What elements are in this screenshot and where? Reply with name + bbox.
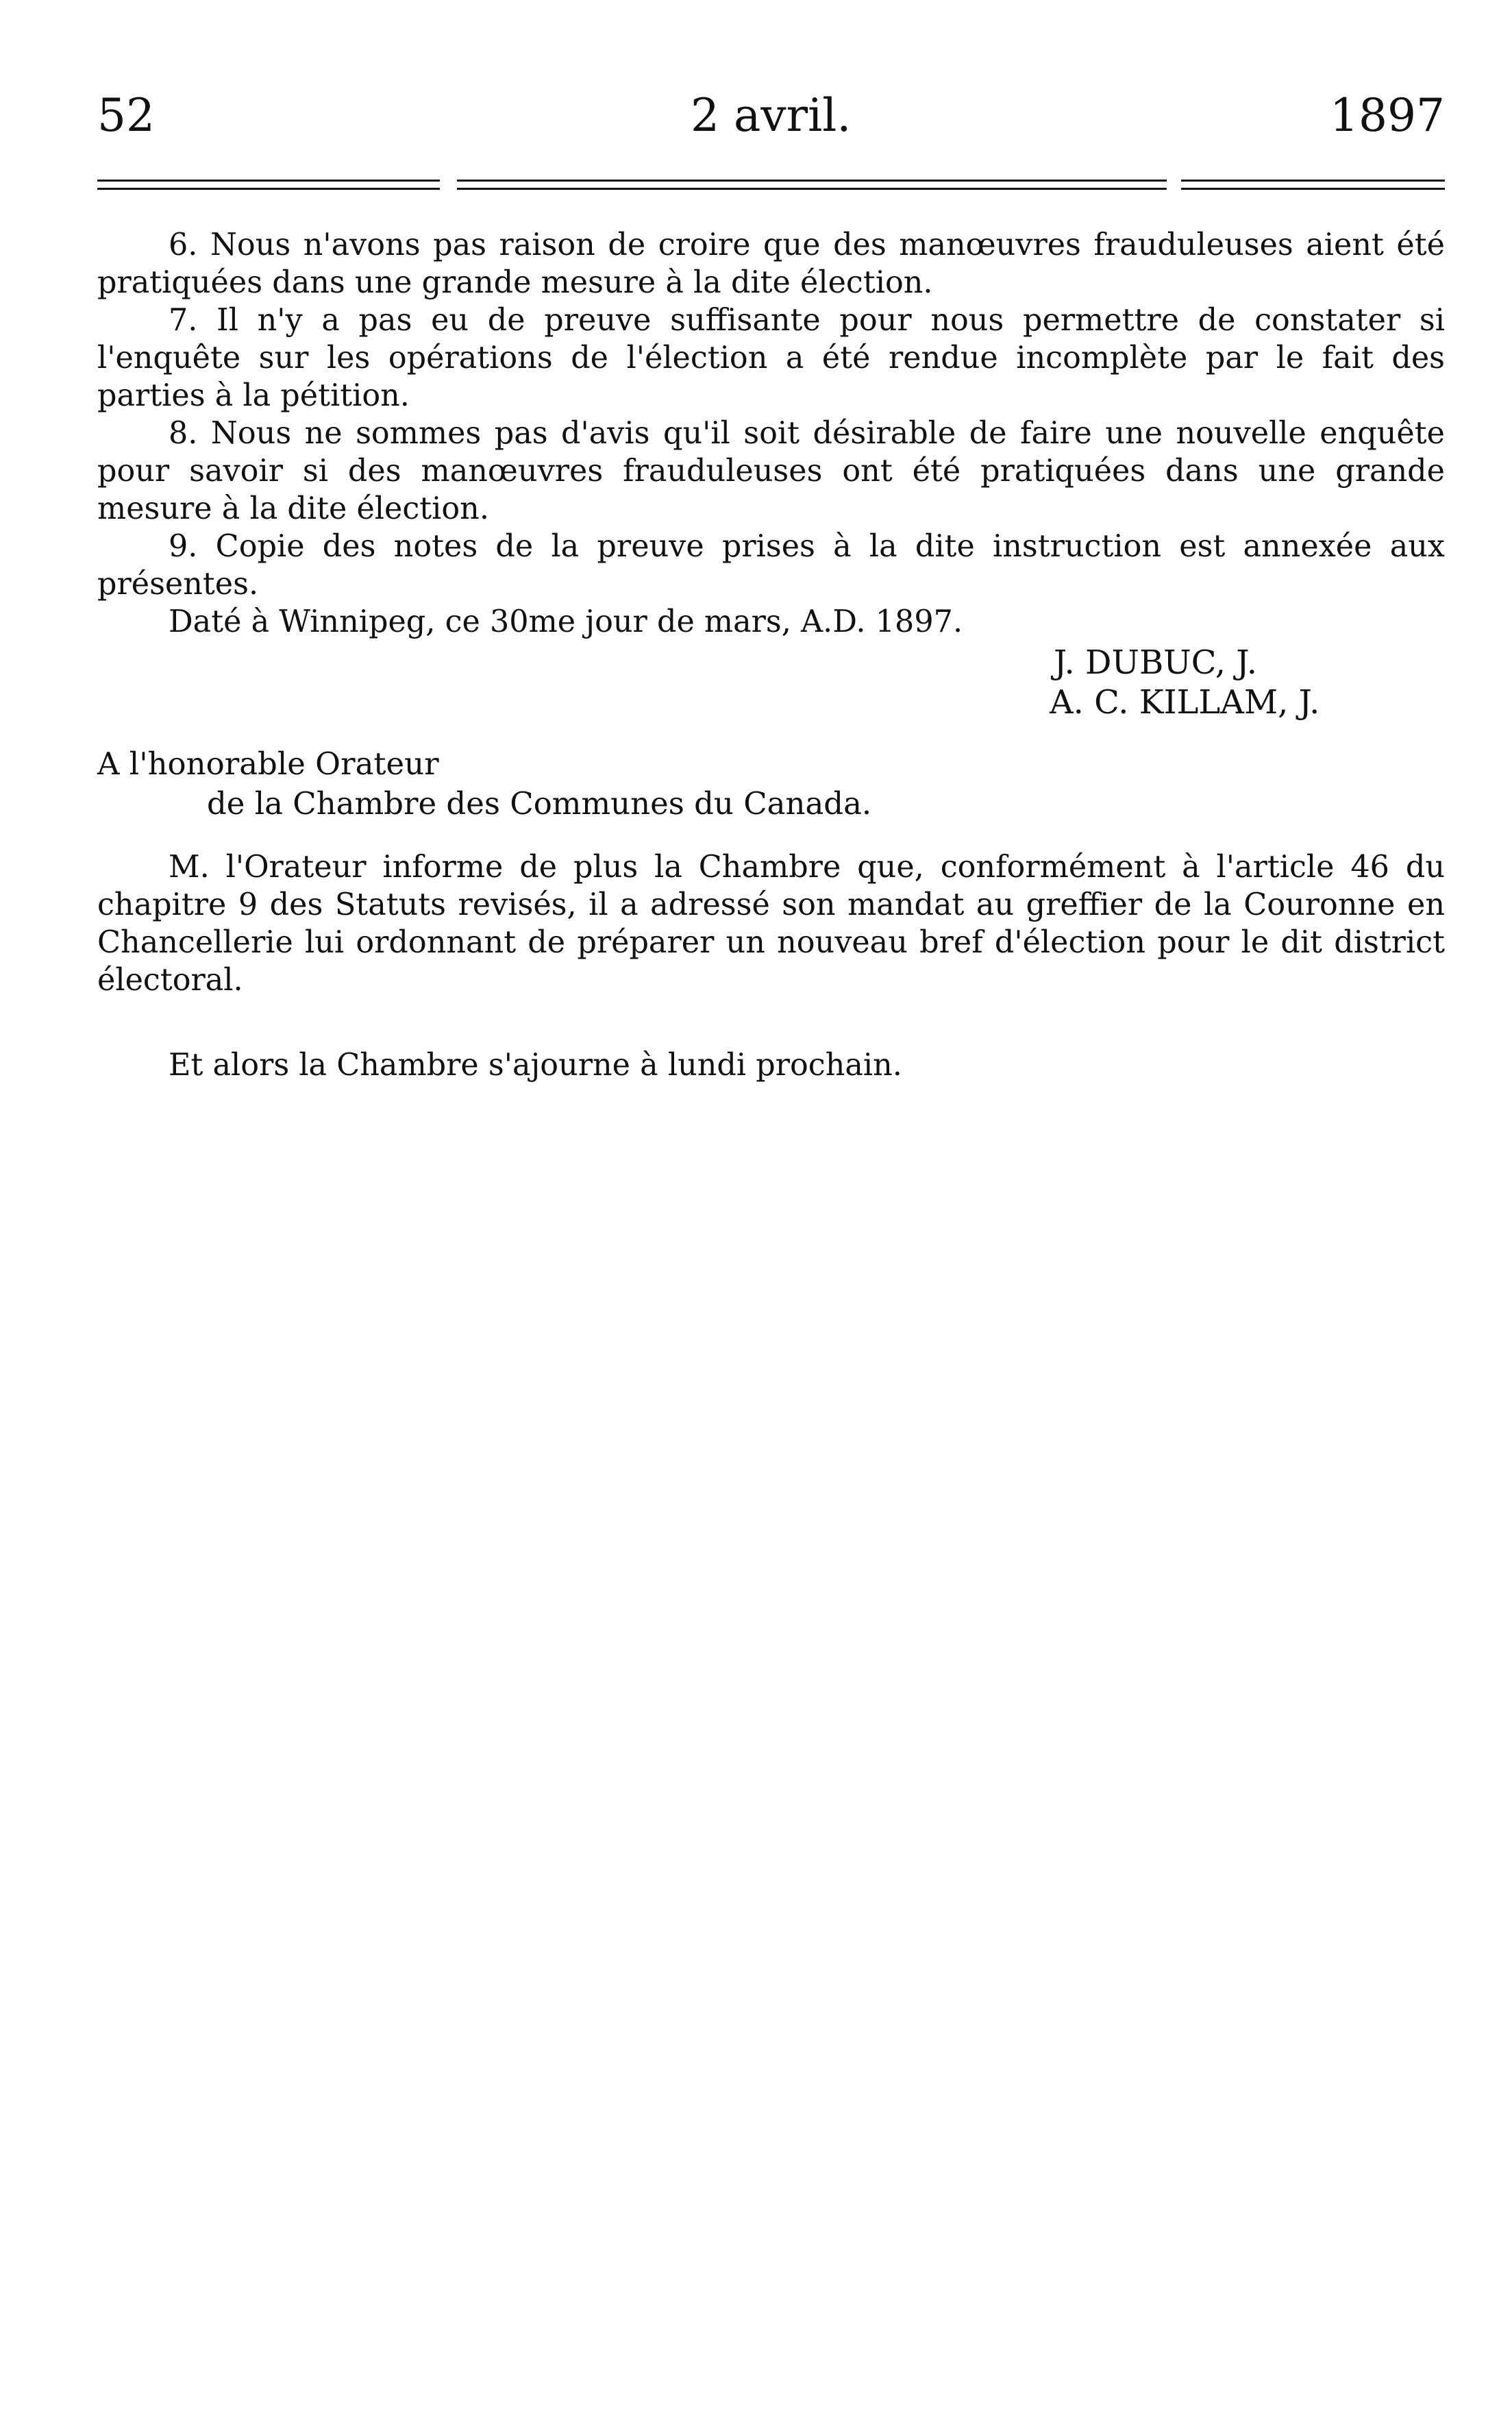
header-rule-center (457, 180, 1167, 190)
header-rule (97, 180, 1445, 193)
page-number: 52 (97, 89, 155, 142)
paragraph-6: 6. Nous n'avons pas raison de croire que des manœuvres frauduleuses aient été pratiquées dans une grande mesure à la dite élection. (97, 227, 1445, 300)
closing-paragraph: Et alors la Chambre s'ajourne à lundi prochain. (169, 1048, 902, 1083)
address-line-2: de la Chambre des Communes du Canada. (207, 785, 872, 822)
paragraph-8: 8. Nous ne sommes pas d'avis qu'il soit désirable de faire une nouvelle enquête pour savoir si des manœuvres frauduleuses ont été pratiquées dans une grande mesure à la dite élection. (97, 416, 1445, 526)
header-year: 1897 (1330, 89, 1445, 142)
signature-killam: A. C. KILLAM, J. (1050, 683, 1320, 722)
header-rule-left (97, 180, 440, 190)
header-date: 2 avril. (691, 89, 852, 142)
speaker-note (97, 848, 1445, 999)
resolution-text (97, 226, 1445, 641)
dated-line: Daté à Winnipeg, ce 30me jour de mars, A.D. 1897. (169, 604, 963, 639)
paragraph-9: 9. Copie des notes de la preuve prises à la dite instruction est annexée aux présentes. (97, 529, 1445, 602)
closing-note (97, 1046, 1445, 1084)
address-line-1: A l'honorable Orateur (97, 746, 439, 782)
speaker-paragraph: M. l'Orateur informe de plus la Chambre que, conformément à l'article 46 du chapitre 9 des Statuts revisés, il a adressé son mandat au greffier de la Couronne en Chancellerie lui ordonnant de préparer un nouveau bref d'élection pour le dit district électoral. (97, 850, 1445, 998)
header-rule-right (1181, 180, 1445, 190)
signature-dubuc: J. DUBUC, J. (1054, 643, 1257, 682)
paragraph-7: 7. Il n'y a pas eu de preuve suffisante pour nous permettre de constater si l'enquête sur les opérations de l'élection a été rendue incomplète par le fait des parties à la pétition. (97, 303, 1445, 413)
